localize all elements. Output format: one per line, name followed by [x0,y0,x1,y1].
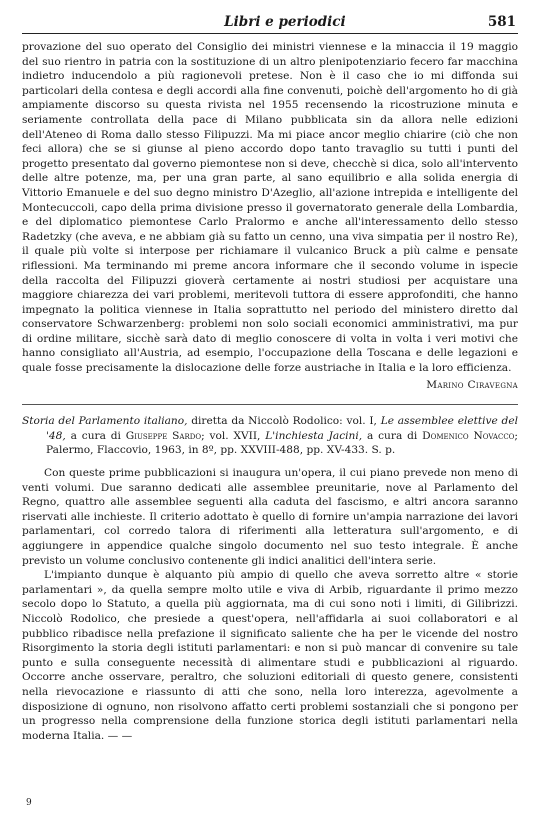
citation-publication: ; Palermo, Flaccovio, 1963, in 8º, pp. XXVIII-488, pp. XV-433. S. p. [46,429,518,457]
review-2 [22,414,518,743]
citation-vol17-prefix: ; vol. XVII, [201,429,261,442]
review-2-paragraph-2: L'impianto dunque è alquanto più ampio di quello che aveva sorretto altre « storie parlamentari », da quella sempre molto utile e viva di Arbib, riguardante il primo mezzo secolo dopo lo Statuto, a quella più aggiornata, ma di cui sono noti i limiti, di Gilibrizzi. Niccolò Rodolico, che presiede a quest'opera, nell'affidarla ai suoi collaboratori e al pubblico ribadisce nella prefazione il significato saliente che ha per le vicende del nostro Risorgimento la storia degli istituti parlamentari: e non si può mancar di convenire su tale punto e sulla conseguente necessità di alimentare studi e pubblicazioni al riguardo. Occorre anche osservare, peraltro, che soluzioni editoriali di questo genere, consistenti nella rievocazione e riassunto di atti che sono, nella loro interezza, agevolmente a disposizione di ognuno, non risolvono affatto certi problemi sostanziali che si pongono per un progresso nella comprensione della funzione storica degli istituti parlamentari nella moderna Italia. — — [22,569,518,742]
citation-vol1-title: Le assemblee elettive del '48, [46,415,518,442]
citation-directed-by: diretta da Niccolò Rodolico: vol. I, [191,415,377,428]
running-head-title: Libri e periodici [224,14,346,30]
section-divider [22,404,518,405]
citation-vol17-editor: Domenico Novacco [422,429,515,442]
review-2-body [22,466,518,743]
citation-vol17-title: L'inchiesta Jacini, [265,429,363,442]
running-head [22,14,518,34]
printer-signature-mark: 9 [26,798,32,808]
review-1 [22,40,518,392]
review-1-paragraph: provazione del suo operato del Consiglio dei ministri viennese e la minaccia il 19 maggio del suo rientro in patria con la sostituzione di un altro plenipotenziario fecero far macchina indietro inducendolo a più ragionevoli pretese. Non è il caso che io mi diffonda sui particolari della contesa e degli accordi alla fine convenuti, poichè dell'argomento ho di già ampiamente discorso su questa rivista nel 1955 recensendo la ricostruzione minuta e seriamente controllata della pace di Milano pubblicata sin da allora nelle edizioni dell'Ateneo di Roma dallo stesso Filipuzzi. Ma mi piace ancor meglio chiarire (ciò che non feci allora) che se si giunse al pieno accordo dopo tanto travaglio su tutti i punti del progetto presentato dal governo piemontese non si deve, checchè si dica, solo all'intervento delle altre potenze, ma, per una gran parte, al sano equilibrio e alla solida energia di Vittorio Emanuele e del suo degno ministro D'Azeglio, all'azione intrepida e intelligente del Montecuccoli, capo della prima divisione presso il governatorato generale della Lombardia, e del diplomatico piemontese Carlo Pralormo e anche all'interessamento dello stesso Radetzky (che aveva, e ne abbiam già su fatto un cenno, una viva simpatia per il nostro Re), il quale più volte si interpose per richiamare il vulcanico Bruck a più calme e pensate riflessioni. Ma terminando mi preme ancora informare che il secondo volume in ispecie della raccolta del Filipuzzi gioverà certamente ai nostri studiosi per acquistare una maggiore chiarezza dei vari problemi, meritevoli tuttora di essere approfonditi, che hanno impegnato la politica viennese in Italia soprattutto nel periodo del ministero diretto dal conservatore Schwarzenberg: problemi non solo sociali economici amministrativi, ma pur di ordine militare, sicchè sarà dato di meglio conoscere di volta in volta i veri motivi che hanno consigliato all'Austria, ad esempio, l'occupazione della Toscana e delle legazioni e quale fosse precisamente la dislocazione delle forze austriache in Italia e la loro efficienza. [22,41,518,375]
review-1-signature: Marino Ciravegna [426,378,518,391]
review-2-paragraph-1: Con queste prime pubblicazioni si inaugura un'opera, il cui piano prevede non meno di venti volumi. Due saranno dedicati alle assemblee preunitarie, nove al Parlamento del Regno, quattro alle assemblee seguenti alla caduta del fascismo, e altri ancora saranno riservati alle inchieste. Il criterio adottato è quello di fornire un'ampia narrazione dei lavori parlamentari, col corredo talora di riferimenti alla letteratura sull'argomento, e di aggiungere in appendice qualche singolo documento nel suo testo integrale. È anche previsto un volume conclusivo contenente gli indici analitici dell'intera serie. [22,467,518,567]
citation-vol1-editor-prefix: a cura di [70,429,121,442]
citation-vol17-editor-prefix: a cura di [366,429,418,442]
citation-vol1-editor: Giuseppe Sardo [125,429,202,442]
bibliographic-citation [22,414,518,458]
page-number: 581 [487,14,516,30]
page [22,14,518,743]
citation-series-title: Storia del Parlamento italiano, [22,415,188,428]
